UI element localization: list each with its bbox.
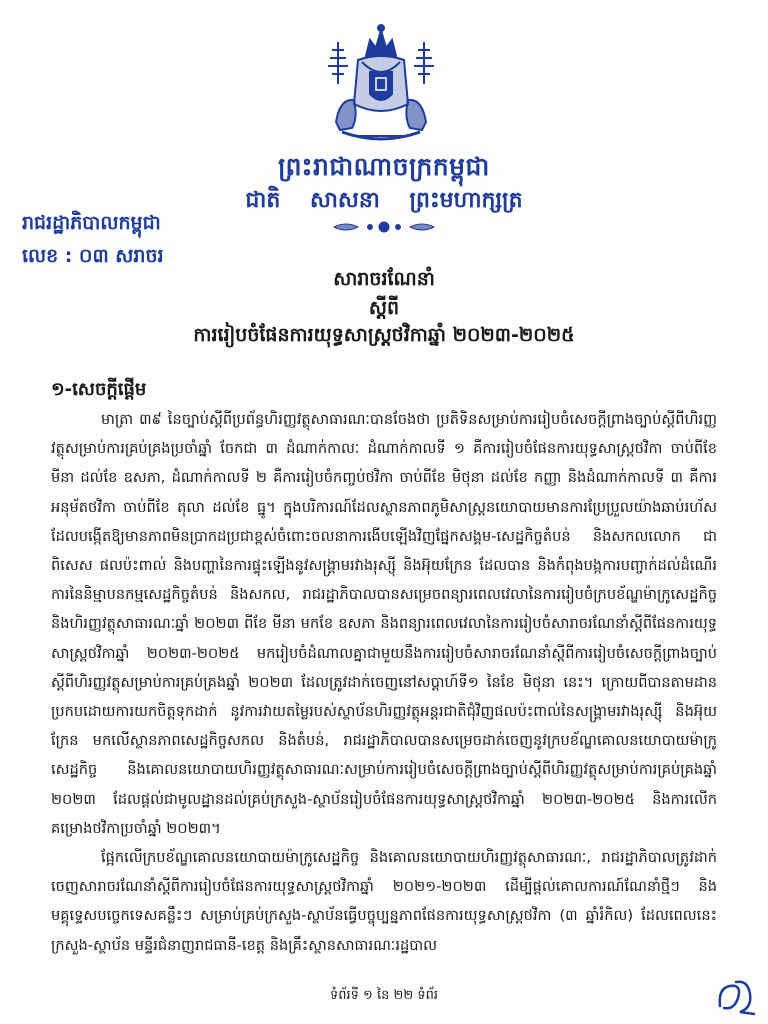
reference-number: លេខ : ០៣ សរាចរ — [22, 245, 164, 267]
royal-coat-of-arms-icon — [318, 22, 444, 150]
paragraph: មាត្រា ៣៩ នៃច្បាប់ស្តីពីប្រព័ន្ធហិរញ្ញវត្ថុសាធារណៈបានចែងថា ប្រតិទិនសម្រាប់ការរៀបចំសេចក្តីព្រាងច្បាប់ស្តីពីហិរញ្ញវត្ថុសម្រាប់ការគ្រប់គ្រងប្រចាំឆ្នាំ ចែកជា ៣ ដំណាក់កាលៈ ដំណាក់កាលទី ១ គឺការរៀបចំផែនការយុទ្ធសាស្ត្រថវិកា ចាប់ពីខែ មីនា ដល់ខែ ឧសភា, ដំណាក់កាលទី ២ គឺការរៀបចំកញ្ចប់ថវិកា ចាប់ពីខែ មិថុនា ដល់ខែ កញ្ញា និងដំណាក់កាលទី ៣ គឺការអនុម័តថវិកា ចាប់ពីខែ តុលា ដល់ខែ ធ្នូ។ ក្នុងបរិការណ៍ដែលស្ថានភាពភូមិសាស្ត្រនយោបាយមានការប្រែប្រួលយ៉ាងឆាប់រហ័ស ដែលបង្កើតឱ្យមានភាពមិនប្រាកដប្រជាខ្ពស់ចំពោះចលនាការងើបឡើងវិញផ្នែកសង្គម-សេដ្ឋកិច្ចតំបន់ និងសកលលោក ជាពិសេស ផលប៉ះពាល់ និងបញ្ហានៃការផ្ទុះឡើងនូវសង្គ្រាមរវាងរុស្ស៊ី និងអ៊ុយក្រែន ដែលបាន និងកំពុងបង្កការបញ្ចាក់ដល់ដំណើរការនៃនិម្មាបនកម្មសេដ្ឋកិច្ចតំបន់ និងសកល, រាជរដ្ឋាភិបាលបានសម្រេចពន្យារពេលវេលានៃការរៀបចំក្របខ័ណ្ឌម៉ាក្រូសេដ្ឋកិច្ច និងហិរញ្ញវត្ថុសាធារណៈឆ្នាំ ២០២៣ ពីខែ មីនា មកខែ ឧសភា និងពន្យារពេលវេលានៃការរៀបចំសារាចរណែនាំស្តីពីផែនការយុទ្ធសាស្ត្រថវិកាឆ្នាំ ២០២៣-២០២៥ មករៀបចំដំណាលគ្នាជាមួយនឹងការរៀបចំសារាចរណែនាំស្តីពីការរៀបចំសេចក្តីព្រាងច្បាប់ស្តីពីហិរញ្ញវត្ថុសម្រាប់ការគ្រប់គ្រងឆ្នាំ ២០២៣ ដែលត្រូវដាក់ចេញនៅសប្តាហ៍ទី១ នៃខែ មិថុនា នេះ។ ក្រោយពីបានតាមដានប្រកបដោយការយកចិត្តទុកដាក់ នូវការវាយតម្លៃរបស់ស្ថាប័នហិរញ្ញវត្ថុអន្តរជាតិជុំវិញផលប៉ះពាល់នៃសង្គ្រាមរវាងរុស្ស៊ី និងអ៊ុយក្រែន មកលើស្ថានភាពសេដ្ឋកិច្ចសកល និងតំបន់, រាជរដ្ឋាភិបាលបានសម្រេចដាក់ចេញនូវក្របខ័ណ្ឌគោលនយោបាយម៉ាក្រូសេដ្ឋកិច្ច និងគោលនយោបាយហិរញ្ញវត្ថុសាធារណៈសម្រាប់ការរៀបចំសេចក្តីព្រាងច្បាប់ស្តីពីហិរញ្ញវត្ថុសម្រាប់ការគ្រប់គ្រងឆ្នាំ ២០២៣ ដែលផ្តល់ជាមូលដ្ឋានដល់គ្រប់ក្រសួង-ស្ថាប័នរៀបចំផែនការយុទ្ធសាស្ត្រថវិកាឆ្នាំ ២០២៣-២០២៥ និងការលើកគម្រោងថវិកាប្រចាំឆ្នាំ ២០២៣។ — [51, 411, 717, 837]
national-motto: ជាតិ សាសនា ព្រះមហាក្សត្រ — [245, 188, 523, 213]
handwritten-initial-signature — [712, 976, 760, 1018]
ornament-divider-icon — [328, 219, 440, 235]
document-type: សារាចរណែនាំ — [333, 268, 435, 290]
document-subject: ការរៀបចំផែនការយុទ្ធសាស្ត្រថវិកាឆ្នាំ ២០២៣-២០២៥ — [193, 324, 575, 346]
page-number: ទំព័រទី ១ នៃ ២២ ទំព័រ — [330, 988, 438, 1003]
document-about-label: ស្តីពី — [368, 297, 400, 319]
body-text — [51, 405, 717, 960]
kingdom-title: ព្រះរាជាណាចក្រកម្ពុជា — [278, 152, 490, 181]
issuing-government: រាជរដ្ឋាភិបាលកម្ពុជា — [22, 212, 161, 234]
section-heading: ១-សេចក្តីផ្តើម — [51, 379, 147, 400]
paragraph: ផ្អែកលើក្របខ័ណ្ឌគោលនយោបាយម៉ាក្រូសេដ្ឋកិច្ច និងគោលនយោបាយហិរញ្ញវត្ថុសាធារណៈ, រាជរដ្ឋាភិបាលត្រូវដាក់ចេញសារាចរណែនាំស្តីពីការរៀបចំផែនការយុទ្ធសាស្ត្រថវិកាឆ្នាំ ២០២១-២០២៣ ដើម្បីផ្តល់គោលការណ៍ណែនាំថ្មីៗ និងមគ្គុទ្ទេសបច្ចេកទេសគន្លឹះៗ សម្រាប់គ្រប់ក្រសួង-ស្ថាប័នធ្វើបច្ចុប្បន្នភាពផែនការយុទ្ធសាស្ត្រថវិកា (៣ ឆ្នាំរំកិល) ដែលពេលនេះ ក្រសួង-ស្ថាប័ន មន្ទីរជំនាញរាជធានី-ខេត្ត និងគ្រឹះស្ថានសាធារណៈរដ្ឋបាល — [51, 849, 717, 954]
